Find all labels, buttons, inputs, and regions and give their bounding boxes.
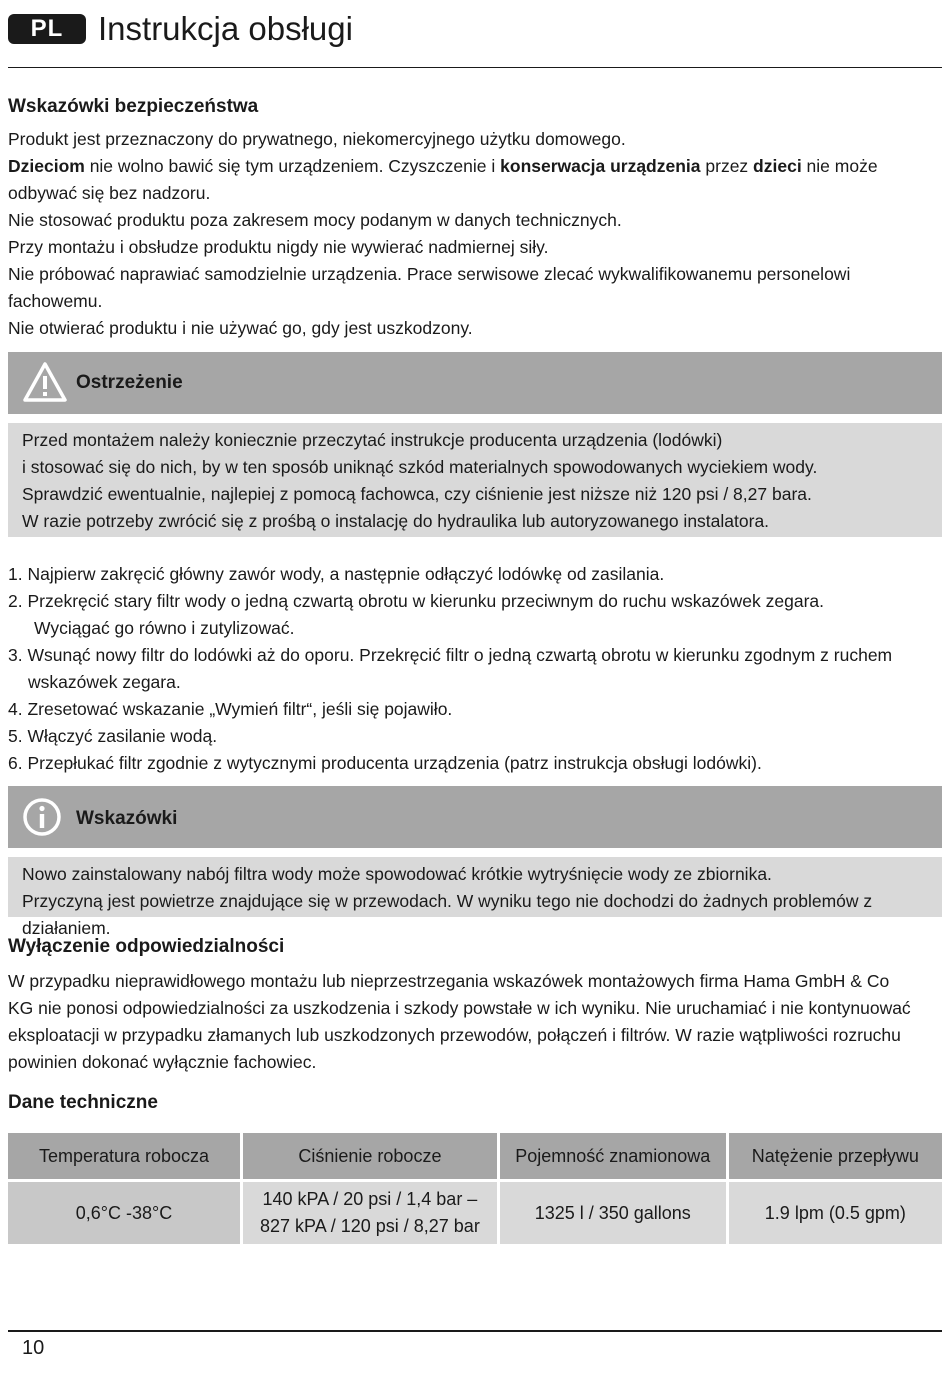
- safety-line: Nie stosować produktu poza zakresem mocy podanym w danych technicznych.: [8, 210, 622, 230]
- disclaimer-line: W przypadku nieprawidłowego montażu lub nieprzestrzegania wskazówek montażowych firma Hama GmbH & Co: [8, 971, 890, 991]
- warning-line: i stosować się do nich, by w ten sposób uniknąć szkód materialnych spowodowanych wyciekiem wody.: [22, 457, 818, 477]
- page-number: 10: [22, 1337, 45, 1359]
- table-cell-pressure: [242, 1181, 499, 1246]
- safety-text: [8, 126, 938, 342]
- installation-steps: [8, 561, 942, 777]
- table-cell-flow: 1.9 lpm (0.5 gpm): [727, 1181, 942, 1246]
- warning-line: W razie potrzeby zwrócić się z prośbą o instalację do hydraulika lub autoryzowanego instalatora.: [22, 511, 770, 531]
- warning-line: Przed montażem należy koniecznie przeczytać instrukcje producenta urządzenia (lodówki): [22, 430, 723, 450]
- column-header: Ciśnienie robocze: [242, 1132, 499, 1181]
- safety-line: fachowemu.: [8, 291, 103, 311]
- safety-line: Dzieciom nie wolno bawić się tym urządzeniem. Czyszczenie i konserwacja urządzenia przez dzieci nie może: [8, 156, 878, 176]
- warning-box-body: [8, 423, 942, 537]
- warning-box-header: [8, 352, 942, 414]
- step-item: 5. Włączyć zasilanie wodą.: [8, 726, 218, 746]
- header-divider: [8, 67, 942, 68]
- language-badge: PL: [8, 14, 86, 44]
- safety-line: odbywać się bez nadzoru.: [8, 183, 211, 203]
- tech-data-table: [8, 1130, 942, 1247]
- disclaimer-line: powinien dokonać wyłącznie fachowiec.: [8, 1052, 317, 1072]
- column-header: Pojemność znamionowa: [498, 1132, 727, 1181]
- table-header-row: [8, 1132, 942, 1181]
- step-item: 6. Przepłukać filtr zgodnie z wytycznymi producenta urządzenia (patrz instrukcja obsługi lodówki).: [8, 753, 762, 773]
- disclaimer-heading: Wyłączenie odpowiedzialności: [8, 936, 285, 957]
- warning-triangle-icon: [22, 361, 68, 403]
- tech-data-heading: Dane techniczne: [8, 1092, 158, 1113]
- notes-box-body: [8, 857, 942, 938]
- pressure-line: 140 kPA / 20 psi / 1,4 bar –: [262, 1189, 478, 1209]
- info-circle-icon: [22, 797, 62, 837]
- notes-line: Nowo zainstalowany nabój filtra wody może spowodować krótkie wytryśnięcie wody ze zbiornika.: [22, 864, 772, 884]
- footer-divider: [8, 1330, 942, 1332]
- table-cell-temperature: 0,6°C -38°C: [8, 1181, 242, 1246]
- page-header: [8, 10, 942, 50]
- notes-line: Przyczyną jest powietrze znajdujące się w przewodach. W wyniku tego nie dochodzi do żadnych problemów z działaniem.: [22, 891, 873, 938]
- disclaimer-text: [8, 968, 938, 1076]
- disclaimer-line: KG nie ponosi odpowiedzialności za uszkodzenia i szkody powstałe w ich wyniku. Nie uruchamiać i nie kontynuować: [8, 998, 911, 1018]
- warning-label: Ostrzeżenie: [76, 372, 183, 393]
- step-item: 3. Wsunąć nowy filtr do lodówki aż do oporu. Przekręcić filtr o jedną czwartą obrotu w kierunku zgodnym z ruchem: [8, 645, 893, 665]
- disclaimer-line: eksploatacji w przypadku złamanych lub uszkodzonych przewodów, połączeń i filtrów. W razie wątpliwości rozruchu: [8, 1025, 901, 1045]
- step-item-continuation: wskazówek zegara.: [28, 672, 181, 692]
- document-title: Instrukcja obsługi: [98, 10, 353, 47]
- step-item: 2. Przekręcić stary filtr wody o jedną czwartą obrotu w kierunku przeciwnym do ruchu wskazówek zegara.: [8, 591, 825, 611]
- safety-heading: Wskazówki bezpieczeństwa: [8, 96, 259, 117]
- table-cell-capacity: 1325 l / 350 gallons: [498, 1181, 727, 1246]
- step-item-continuation: Wyciągać go równo i zutylizować.: [34, 618, 295, 638]
- step-item: 4. Zresetować wskazanie „Wymień filtr“, jeśli się pojawiło.: [8, 699, 453, 719]
- safety-line: Nie otwierać produktu i nie używać go, gdy jest uszkodzony.: [8, 318, 473, 338]
- step-item: 1. Najpierw zakręcić główny zawór wody, a następnie odłączyć lodówkę od zasilania.: [8, 564, 665, 584]
- notes-box-header: [8, 786, 942, 848]
- pressure-line: 827 kPA / 120 psi / 8,27 bar: [260, 1216, 480, 1236]
- safety-line: Produkt jest przeznaczony do prywatnego, niekomercyjnego użytku domowego.: [8, 129, 626, 149]
- safety-line: Nie próbować naprawiać samodzielnie urządzenia. Prace serwisowe zlecać wykwalifikowanemu personelowi: [8, 264, 851, 284]
- notes-label: Wskazówki: [76, 808, 178, 829]
- safety-line: Przy montażu i obsłudze produktu nigdy nie wywierać nadmiernej siły.: [8, 237, 549, 257]
- warning-line: Sprawdzić ewentualnie, najlepiej z pomocą fachowca, czy ciśnienie jest niższe niż 120 psi / 8,27 bara.: [22, 484, 812, 504]
- column-header: Temperatura robocza: [8, 1132, 242, 1181]
- table-row: [8, 1181, 942, 1246]
- column-header: Natężenie przepływu: [727, 1132, 942, 1181]
